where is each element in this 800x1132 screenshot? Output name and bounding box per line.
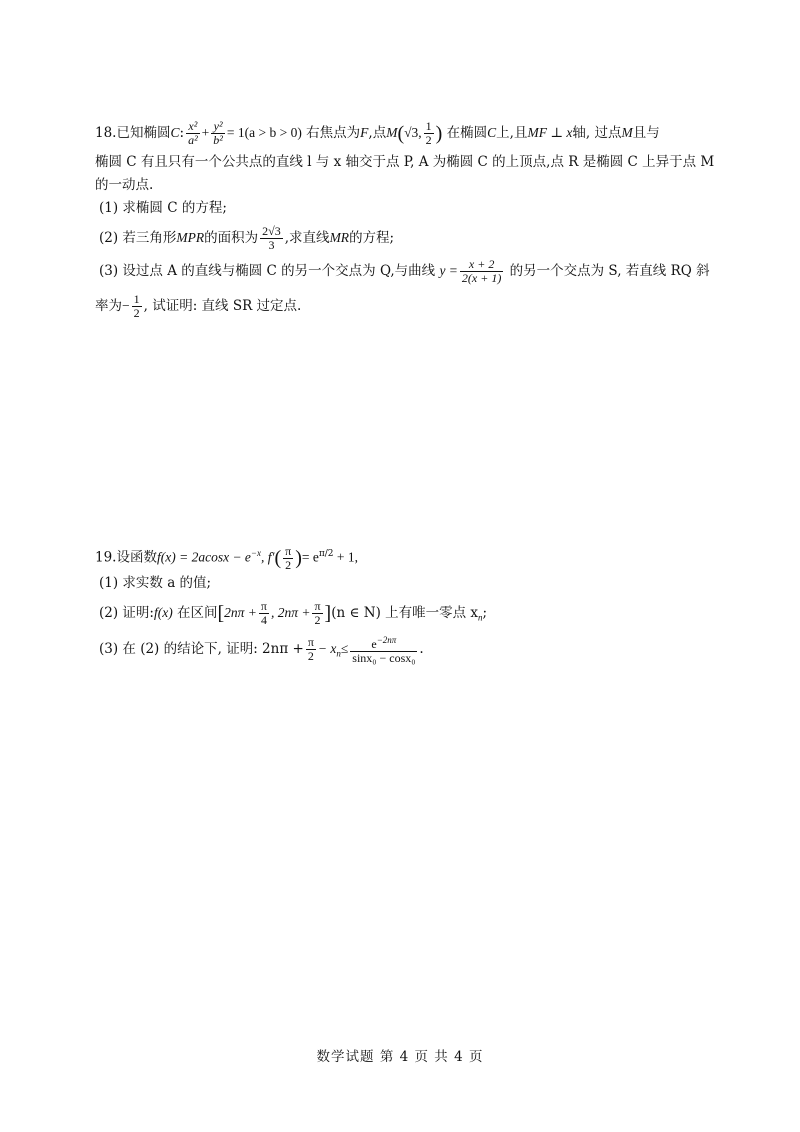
- q18-line1: [95, 120, 660, 147]
- q18-line3: 的一动点.: [95, 177, 154, 193]
- function-def: f(x) = 2acosx − e: [156, 549, 251, 565]
- exponent: π/2: [318, 549, 334, 559]
- f-prime: , f′: [261, 549, 275, 565]
- fraction-x2-a2: [186, 120, 200, 147]
- denominator: 4: [260, 613, 267, 627]
- text: 且与: [632, 125, 660, 141]
- fraction-pi-2: [312, 600, 322, 627]
- fraction-pi-4: [259, 600, 269, 627]
- mf-perp: MF ⊥ x: [527, 125, 573, 140]
- denominator: 2: [133, 306, 140, 320]
- var-m: M: [386, 125, 398, 140]
- var-c: C: [487, 125, 497, 140]
- text: (2) 证明:: [99, 605, 154, 621]
- paren-open: (: [274, 547, 282, 569]
- text: (2) 若三角形: [99, 230, 177, 246]
- equals-e: = e: [301, 549, 319, 565]
- subscript: n: [336, 648, 341, 659]
- bracket-open: [: [217, 602, 225, 625]
- text: 已知椭圆: [116, 125, 171, 141]
- paren-open: (: [397, 122, 405, 145]
- text: , 试证明: 直线 SR 过定点.: [143, 298, 302, 314]
- fraction-curve: [460, 258, 503, 285]
- text: 右焦点为: [306, 125, 361, 141]
- denominator: sinx₀ − cosx₀: [352, 651, 416, 665]
- text: 在区间: [177, 605, 218, 621]
- fraction-slope: [132, 293, 142, 320]
- fraction-y2-b2: [211, 120, 225, 147]
- q18-line2: 椭圆 C 有且只有一个公共点的直线 l 与 x 轴交于点 P, A 为椭圆 C 的上顶点,点 R 是椭圆 C 上异于点 M: [95, 154, 715, 170]
- q18-part3: [99, 258, 710, 285]
- numerator: [350, 634, 417, 652]
- text: (3) 设过点 A 的直线与椭圆 C 的另一个交点为 Q,与曲线: [99, 263, 436, 279]
- q18-part3-cont: [95, 293, 301, 320]
- fraction-area: [260, 225, 283, 252]
- text: ;: [482, 605, 488, 621]
- plus: +: [201, 125, 210, 140]
- numerator: π: [285, 543, 292, 558]
- numerator: 1: [133, 292, 140, 306]
- fraction-pi-2: [283, 545, 293, 572]
- denominator: b²: [213, 133, 223, 147]
- numerator: x²: [186, 120, 200, 134]
- line-mr: MR: [329, 230, 350, 245]
- q19-line1: [95, 543, 358, 572]
- q19-part2: [99, 600, 487, 628]
- denominator: 2: [285, 557, 292, 572]
- var-f: F: [360, 125, 369, 140]
- e-base: e: [371, 637, 377, 651]
- bracket-close: ]: [324, 602, 332, 625]
- sqrt3: √3,: [404, 125, 422, 140]
- subscript: n: [478, 612, 483, 623]
- text: 的方程;: [349, 230, 395, 246]
- y-equals: y =: [439, 263, 458, 278]
- fraction-bound: [350, 634, 417, 665]
- text: .: [419, 641, 424, 657]
- paren-close: ): [435, 122, 443, 145]
- paren-close: ): [295, 547, 302, 569]
- fraction-half: [424, 120, 434, 147]
- var-c: C: [170, 125, 180, 140]
- function-fx: f(x): [153, 605, 173, 620]
- exponent: −x: [250, 548, 261, 558]
- exponent: −2nπ: [376, 635, 397, 645]
- numerator: π: [307, 635, 314, 649]
- numerator: y²: [211, 120, 225, 134]
- text: 在椭圆: [446, 125, 488, 141]
- minus: −: [122, 298, 130, 313]
- text: :: [179, 125, 185, 141]
- text: (3) 在 (2) 的结论下, 证明: 2nπ +: [99, 641, 304, 657]
- numerator: π: [260, 599, 267, 613]
- numerator: 2√3: [262, 224, 281, 238]
- denominator: 3: [268, 238, 275, 252]
- denominator: 2: [307, 649, 314, 663]
- text: 的另一个交点为 S, 若直线 RQ 斜: [509, 263, 710, 279]
- text: + 1,: [333, 549, 359, 565]
- text: − x: [317, 641, 337, 656]
- var-m: M: [621, 125, 633, 140]
- q19-part3: [99, 634, 424, 665]
- q19-part1: (1) 求实数 a 的值;: [99, 575, 212, 591]
- text: ,点: [368, 125, 387, 141]
- text: (n ∈ N) 上有唯一零点 x: [331, 605, 479, 621]
- text: 率为: [95, 298, 122, 314]
- triangle-mpr: MPR: [176, 230, 205, 245]
- numerator: 1: [425, 119, 432, 133]
- text: , 2nπ +: [270, 605, 311, 620]
- fraction-pi-2: [306, 636, 316, 663]
- denominator: 2: [314, 613, 321, 627]
- text: 2nπ +: [224, 605, 257, 620]
- denominator: 2: [425, 133, 432, 147]
- question-number: 19.: [95, 549, 117, 566]
- text: 上,且: [496, 125, 528, 141]
- page-footer: 数学试题 第 4 页 共 4 页: [316, 1049, 484, 1065]
- q18-part1: (1) 求椭圆 C 的方程;: [99, 200, 227, 216]
- denominator: a²: [188, 133, 198, 147]
- numerator: π: [314, 599, 321, 613]
- text: 轴, 过点: [572, 125, 622, 141]
- le-sign: ≤: [340, 641, 349, 656]
- text: ,求直线: [284, 230, 330, 246]
- q18-part2: [99, 225, 394, 252]
- text: 设函数: [116, 549, 157, 566]
- numerator: x + 2: [460, 258, 503, 272]
- denominator: 2(x + 1): [461, 271, 502, 285]
- equation-rhs: = 1(a > b > 0): [226, 125, 302, 140]
- question-number: 18.: [95, 125, 117, 141]
- text: 的面积为: [204, 230, 259, 246]
